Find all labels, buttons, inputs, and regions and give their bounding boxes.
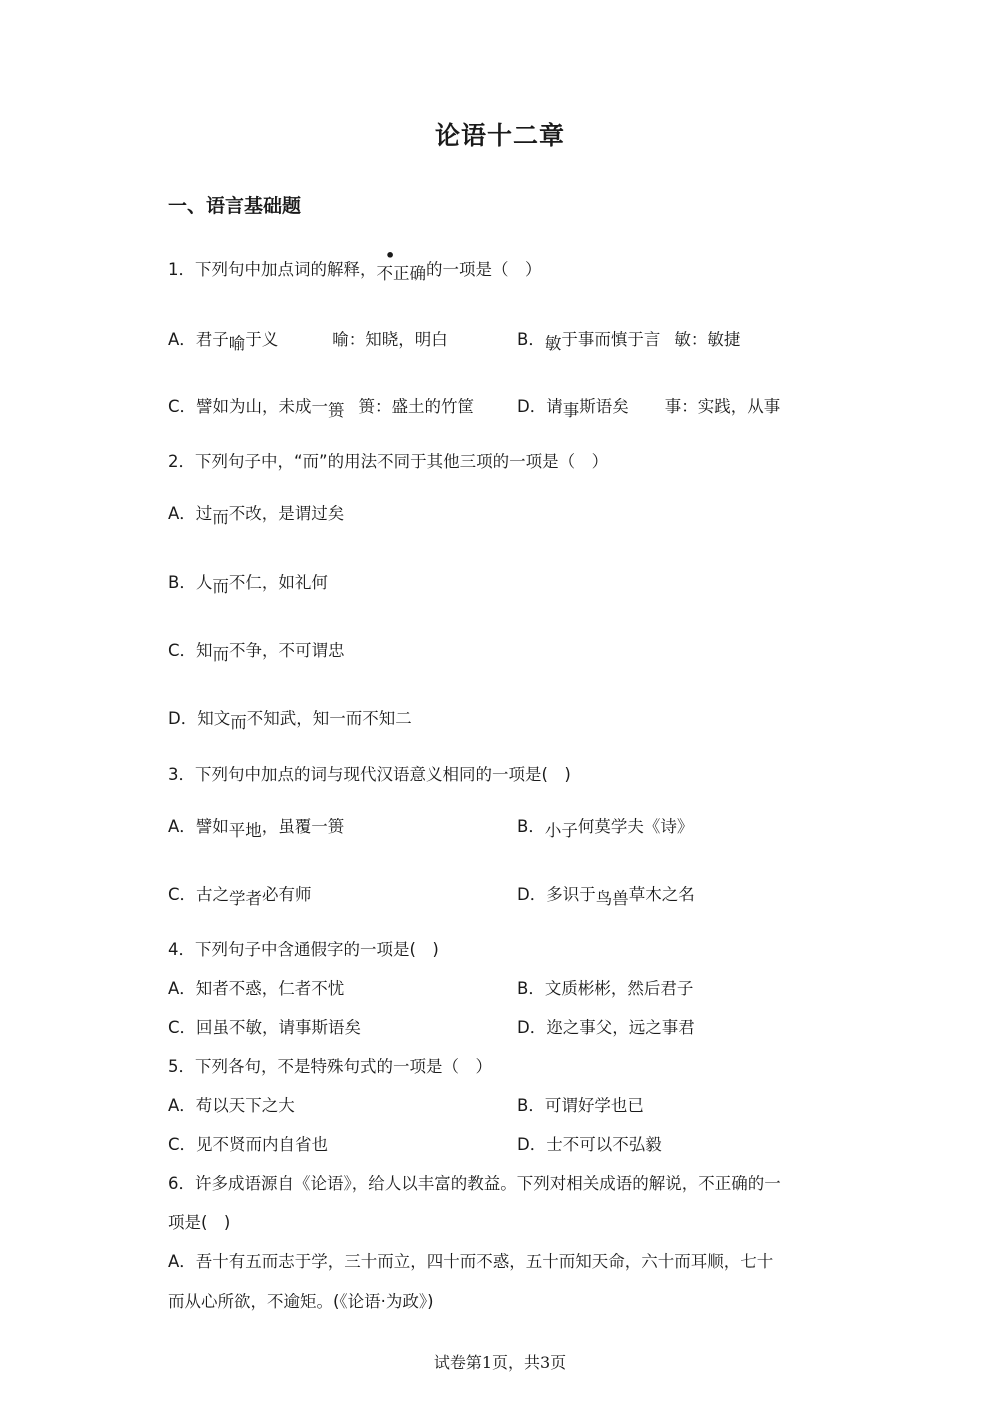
q1-a-suffix: 于义 bbox=[245, 330, 279, 349]
q3-c-prefix: C．古之 bbox=[168, 885, 230, 904]
q3-a-suffix: ，虽覆一篑 bbox=[261, 817, 345, 836]
q1-option-b bbox=[517, 328, 740, 352]
emphasis-dot: • bbox=[385, 246, 396, 265]
q2-option-b bbox=[168, 571, 328, 595]
q3-a-prefix: A．譬如 bbox=[168, 817, 229, 836]
q2-a-suffix: 不改，是谓过矣 bbox=[228, 504, 345, 523]
q6-option-a-line-2: 而从心所欲，不逾矩。(《论语·为政》) bbox=[168, 1292, 434, 1311]
q6-option-a-line-1: A．吾十有五而志于学，三十而立，四十而不惑，五十而知天命，六十而耳顺，七十 bbox=[168, 1252, 774, 1271]
q1-option-c bbox=[168, 395, 474, 419]
q3-d-prefix: D．多识于 bbox=[517, 885, 596, 904]
q1-option-a bbox=[168, 328, 448, 352]
q6-stem-line-2: 项是( ) bbox=[168, 1213, 231, 1232]
q1-b-explanation: 敏：敏捷 bbox=[674, 330, 741, 349]
q3-option-d bbox=[517, 883, 695, 907]
q3-a-dotted-word: 平地 bbox=[228, 821, 262, 840]
q4-option-c: C．回虽不敏，请事斯语矣 bbox=[168, 1018, 362, 1037]
q3-c-dotted-word: 学者 bbox=[229, 889, 263, 908]
q1-c-prefix: C．譬如为山，未成一 bbox=[168, 397, 329, 416]
q2-c-prefix: C．知 bbox=[168, 641, 213, 660]
q2-b-suffix: 不仁，如礼何 bbox=[228, 573, 328, 592]
q1-b-prefix: B． bbox=[517, 330, 545, 349]
q3-d-dotted-word: 鸟兽 bbox=[595, 889, 629, 908]
q1-a-dotted-word: 喻 bbox=[228, 334, 246, 353]
q2-option-a bbox=[168, 502, 344, 526]
q2-c-suffix: 不争，不可谓忠 bbox=[229, 641, 345, 660]
q2-d-suffix: 不知武，知一而不知二 bbox=[246, 709, 412, 728]
q1-stem-start: 1．下列句中加点词的解释， bbox=[168, 260, 377, 279]
q1-stem bbox=[168, 258, 542, 282]
q1-c-explanation: 篑：盛土的竹筐 bbox=[358, 397, 475, 416]
q5-option-c: C．见不贤而内自省也 bbox=[168, 1135, 329, 1154]
q3-b-suffix: 何莫学夫《诗》 bbox=[577, 817, 694, 836]
q2-c-dotted-word: 而 bbox=[212, 645, 230, 664]
q2-d-dotted-word: 而 bbox=[230, 713, 247, 732]
q3-d-suffix: 草木之名 bbox=[628, 885, 695, 904]
page-title: 论语十二章 bbox=[434, 121, 565, 150]
q2-option-d bbox=[168, 707, 412, 731]
q1-d-dotted-word: 事 bbox=[562, 401, 580, 420]
q5-option-a: A．苟以天下之大 bbox=[168, 1096, 295, 1115]
q4-stem: 4．下列句子中含通假字的一项是( ) bbox=[168, 940, 439, 959]
q1-d-suffix: 斯语矣 bbox=[579, 397, 629, 416]
q2-b-dotted-word: 而 bbox=[212, 577, 229, 596]
q1-option-d bbox=[517, 395, 780, 419]
q6-stem-line-1: 6．许多成语源自《论语》，给人以丰富的教益。下列对相关成语的解说，不正确的一 bbox=[168, 1174, 781, 1193]
q1-c-dotted-word: 篑 bbox=[328, 401, 345, 420]
q3-stem: 3．下列句中加点的词与现代汉语意义相同的一项是( ) bbox=[168, 765, 571, 784]
q1-stem-emphasis: 不正确 bbox=[376, 264, 426, 283]
q3-b-dotted-word: 小子 bbox=[544, 821, 578, 840]
q3-option-c bbox=[168, 883, 312, 907]
q3-b-prefix: B． bbox=[517, 817, 545, 836]
q1-b-suffix: 于事而慎于言 bbox=[561, 330, 661, 349]
q1-stem-end: 的一项是（ ） bbox=[426, 260, 542, 279]
q4-option-b: B．文质彬彬，然后君子 bbox=[517, 979, 694, 998]
q2-option-c bbox=[168, 639, 345, 663]
q1-d-prefix: D．请 bbox=[517, 397, 563, 416]
q1-a-prefix: A．君子 bbox=[168, 330, 229, 349]
q3-option-a bbox=[168, 815, 344, 839]
q2-a-prefix: A．过 bbox=[168, 504, 213, 523]
q4-option-a: A．知者不惑，仁者不忧 bbox=[168, 979, 345, 998]
q5-option-d: D．士不可以不弘毅 bbox=[517, 1135, 662, 1154]
q2-b-prefix: B．人 bbox=[168, 573, 213, 592]
q2-stem: 2．下列句子中，“而”的用法不同于其他三项的一项是（ ） bbox=[168, 452, 609, 471]
q5-option-b: B．可谓好学也已 bbox=[517, 1096, 644, 1115]
q2-a-dotted-word: 而 bbox=[212, 508, 229, 527]
q1-a-explanation: 喻：知晓，明白 bbox=[332, 330, 448, 349]
q1-d-explanation: 事：实践，从事 bbox=[664, 397, 781, 416]
q2-d-prefix: D．知文 bbox=[168, 709, 231, 728]
q5-stem: 5．下列各句，不是特殊句式的一项是（ ） bbox=[168, 1057, 492, 1076]
q4-option-d: D．迩之事父，远之事君 bbox=[517, 1018, 695, 1037]
q1-b-dotted-word: 敏 bbox=[544, 334, 562, 353]
q3-c-suffix: 必有师 bbox=[262, 885, 312, 904]
section-title: 一、语言基础题 bbox=[168, 195, 302, 217]
q3-option-b bbox=[517, 815, 693, 839]
page-footer: 试卷第1页，共3页 bbox=[433, 1353, 567, 1372]
